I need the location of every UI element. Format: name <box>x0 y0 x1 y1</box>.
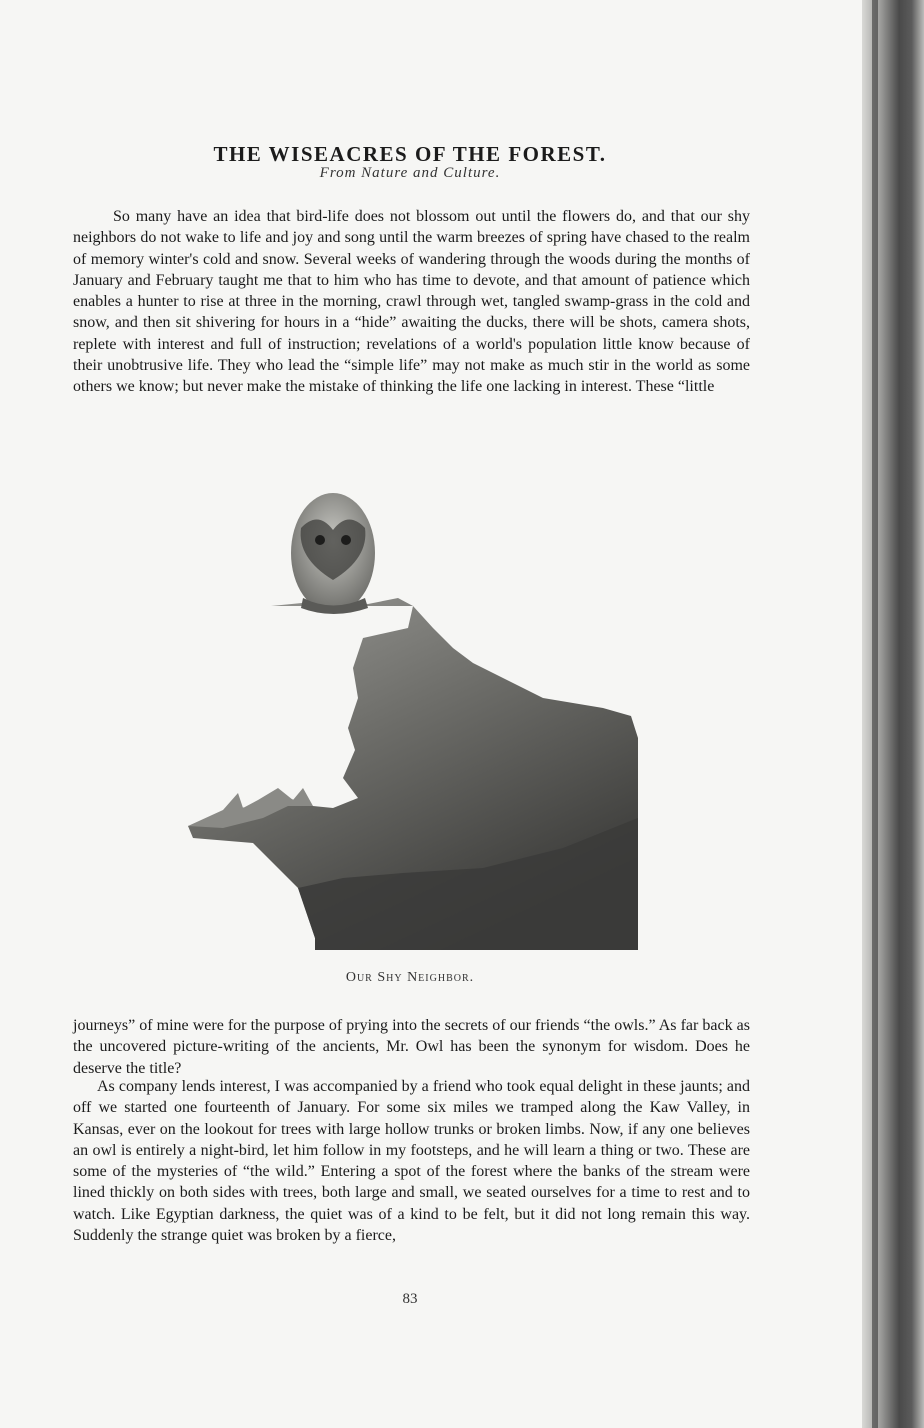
page-number: 83 <box>402 1291 418 1307</box>
page-edge <box>872 0 878 1428</box>
article-title: THE WISEACRES OF THE FOREST. <box>213 142 607 167</box>
figure-caption: Our Shy Neighbor. <box>345 970 475 985</box>
body-paragraph-1: So many have an idea that bird-life does not blossom out until the flowers do, and that our shy neighbors do not wake to life and joy and song until the warm breezes of spring have chased to the realm of memory winter's cold and snow. Several weeks of wandering through the woods during the months of January and February taught me that to him who has time to devote, and that amount of patience which enables a hunter to rise at three in the morning, crawl through wet, tangled swamp-grass in the cold and snow, and then sit shivering for hours in a “hide” awaiting the ducks, there will be shots, camera shots, replete with interest and full of instruction; revelations of a world's population little know because of their unobtrusive life. They who lead the “simple life” may not make as much stir in the world as some others we know; but never make the mistake of thinking the life one lacking in interest. These “little <box>73 208 750 396</box>
body-paragraph-3: As company lends interest, I was accompanied by a friend who took equal delight in these jaunts; and off we started one fourteenth of January. For some six miles we tramped along the Kaw Valley, in Kansas, ever on the lookout for trees with large hollow trunks or broken limbs. Now, if any one believes an owl is entirely a night-bird, let him follow in my footsteps, and he will learn a thing or two. These are some of the mysteries of “the wild.” Entering a spot of the forest where the banks of the stream were lined thickly on both sides with trees, both large and small, we seated ourselves for a time to rest and to watch. Like Egyptian darkness, the quiet was of a kind to be felt, but it did not long remain this way. Suddenly the strange quiet was broken by a fierce, <box>73 1078 750 1245</box>
owl-photograph <box>183 488 638 950</box>
article-source: From Nature and Culture. <box>319 165 501 181</box>
body-paragraph-2: journeys” of mine were for the purpose of prying into the secrets of our friends “the owls.” As far back as the uncovered picture-writing of the ancients, Mr. Owl has been the synonym for wisdom. Does he deserve the title? <box>73 1017 750 1077</box>
